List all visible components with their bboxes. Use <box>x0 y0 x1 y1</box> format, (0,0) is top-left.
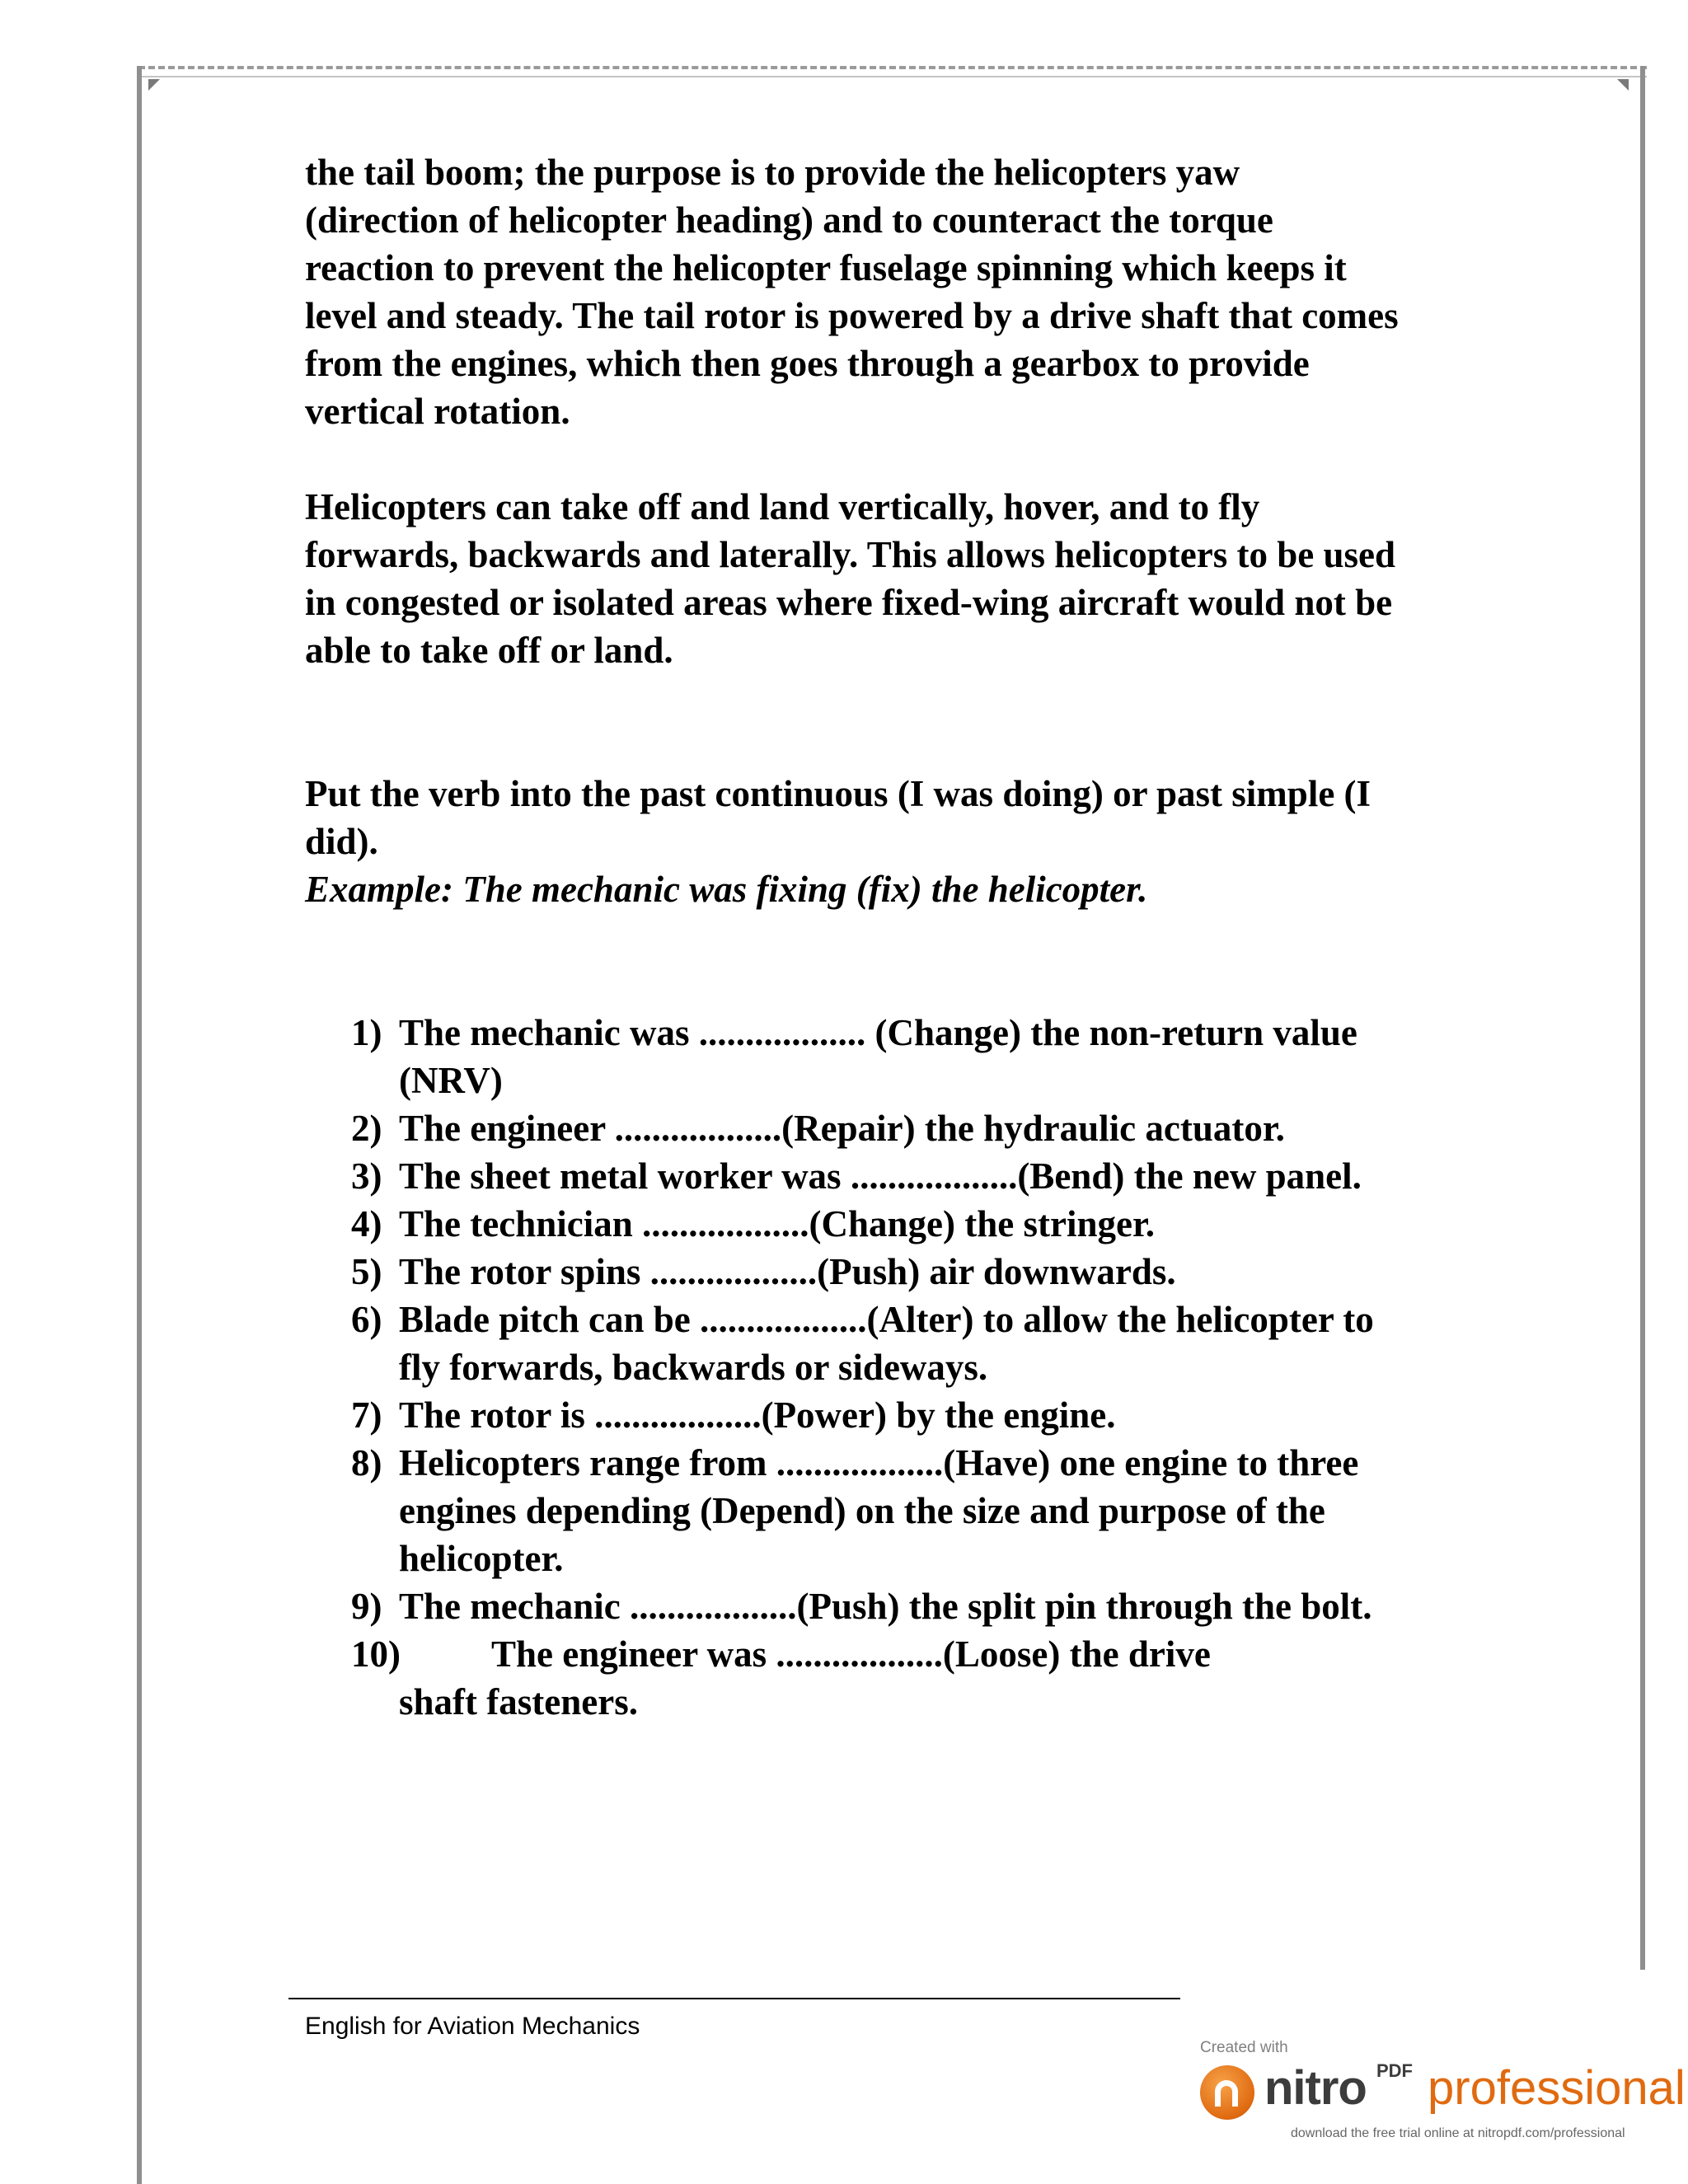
item-number: 8) <box>351 1442 382 1483</box>
item-text: Blade pitch can be ..................(Alter) to allow the helicopter to fly forwards, backwards or sideways. <box>399 1299 1374 1388</box>
paragraph-tail-rotor: the tail boom; the purpose is to provide the helicopters yaw (direction of helicopter heading) and to counteract the torque reaction to prevent the helicopter fuselage spinning which keeps it level and steady. The tail rotor is powered by a drive shaft that comes from the engines, which then goes through a gearbox to provide vertical rotation. <box>305 152 1399 432</box>
list-item <box>351 1296 1423 1391</box>
nitro-professional-text: professional <box>1428 2061 1686 2115</box>
page-border-left <box>137 66 142 2184</box>
exercise-instruction: Put the verb into the past continuous (I was doing) or past simple (I did). <box>305 773 1372 862</box>
exercise-list <box>351 1009 1423 1726</box>
paragraph-helicopter-capabilities: Helicopters can take off and land vertically, hover, and to fly forwards, backwards and laterally. This allows helicopters to be used in congested or isolated areas where fixed-wing aircraft would not be able to take off or land. <box>305 486 1395 671</box>
nitro-watermark-logo <box>1200 2060 1686 2126</box>
exercise-example: Example: The mechanic was fixing (fix) the helicopter. <box>305 869 1148 910</box>
list-item <box>351 1200 1423 1248</box>
nitro-logo-icon <box>1200 2065 1254 2120</box>
footer-divider <box>288 1998 1180 1999</box>
item-number: 3) <box>351 1155 382 1197</box>
item-number: 1) <box>351 1012 382 1053</box>
list-item <box>351 1009 1423 1104</box>
corner-mark-top-right <box>1617 79 1629 91</box>
nitro-pdf-superscript: PDF <box>1376 2060 1413 2081</box>
item-number: 5) <box>351 1251 382 1292</box>
item-text: The mechanic was .................. (Change) the non-return value (NRV) <box>399 1012 1357 1101</box>
page-border-right <box>1640 66 1645 1970</box>
item-number: 2) <box>351 1108 382 1149</box>
list-item <box>351 1439 1423 1582</box>
list-item <box>351 1630 1423 1726</box>
item-number: 4) <box>351 1203 382 1244</box>
list-item <box>351 1582 1423 1630</box>
watermark-tagline: download the free trial online at nitropdf.com/professional <box>1291 2126 1625 2140</box>
corner-mark-top-left <box>148 79 160 91</box>
item-text: The mechanic ..................(Push) the split pin through the bolt. <box>399 1586 1372 1627</box>
nitro-brand-text: nitro <box>1264 2061 1367 2115</box>
item-text: The rotor is ..................(Power) by the engine. <box>399 1394 1116 1436</box>
item-number: 10) <box>351 1633 401 1675</box>
page-border-top <box>138 66 1647 77</box>
footer-title: English for Aviation Mechanics <box>305 2013 640 2040</box>
item-text-first-line: The engineer was ..................(Loose) the drive <box>491 1633 1211 1675</box>
item-text: The rotor spins ..................(Push) air downwards. <box>399 1251 1176 1292</box>
list-item <box>351 1104 1423 1152</box>
document-body <box>305 148 1401 1726</box>
list-item <box>351 1248 1423 1296</box>
item-text: Helicopters range from ..................(Have) one engine to three engines depending (Depend) on the size and purpose of the helicopter. <box>399 1442 1359 1579</box>
item-text: The sheet metal worker was ..................(Bend) the new panel. <box>399 1155 1362 1197</box>
item-number: 6) <box>351 1299 382 1340</box>
item-text: The technician ..................(Change) the stringer. <box>399 1203 1156 1244</box>
watermark-created-with: Created with <box>1200 2039 1288 2056</box>
item-number: 7) <box>351 1394 382 1436</box>
item-text: The engineer ..................(Repair) the hydraulic actuator. <box>399 1108 1285 1149</box>
list-item <box>351 1152 1423 1200</box>
item-number: 9) <box>351 1586 382 1627</box>
list-item <box>351 1391 1423 1439</box>
item-text-continuation: shaft fasteners. <box>399 1681 638 1722</box>
